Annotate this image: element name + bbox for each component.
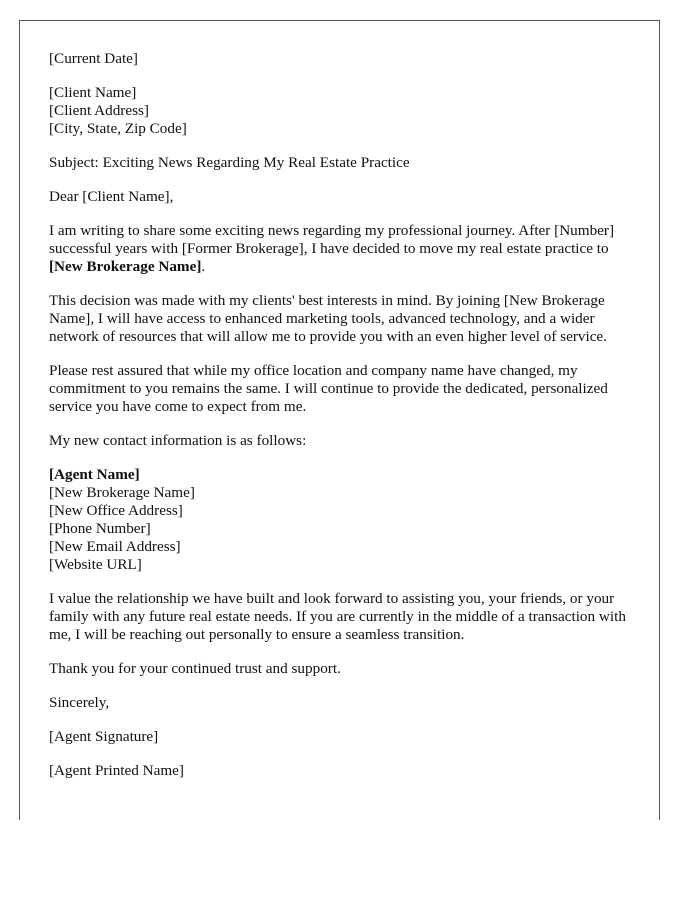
current-date: [Current Date] bbox=[49, 50, 138, 67]
client-address: [Client Address] bbox=[49, 102, 149, 119]
contact-brokerage: [New Brokerage Name] bbox=[49, 484, 195, 501]
contact-intro: My new contact information is as follows: bbox=[49, 432, 307, 449]
agent-name: [Agent Name] bbox=[49, 466, 140, 483]
paragraph-announcement-text: I am writing to share some exciting news regarding my professional journey. After [Number] successful years with [Former Brokerage], I have decided to move my real estate practice to bbox=[49, 222, 615, 257]
paragraph-announcement bbox=[49, 222, 639, 276]
contact-office-address: [New Office Address] bbox=[49, 502, 183, 519]
contact-phone: [Phone Number] bbox=[49, 520, 151, 537]
paragraph-relationship: I value the relationship we have built and look forward to assisting you, your friends, or your family with any future real estate needs. If you are currently in the middle of a transaction with me, I will be reaching out personally to ensure a seamless transition. bbox=[49, 590, 626, 643]
agent-signature: [Agent Signature] bbox=[49, 728, 159, 745]
thanks-line: Thank you for your continued trust and support. bbox=[49, 660, 341, 677]
paragraph-assurance: Please rest assured that while my office location and company name have changed, my commitment to you remains the same. I will continue to provide the dedicated, personalized service you have come to expect from me. bbox=[49, 362, 608, 415]
contact-website: [Website URL] bbox=[49, 556, 142, 573]
contact-block bbox=[49, 466, 639, 574]
client-name: [Client Name] bbox=[49, 84, 137, 101]
salutation: Dear [Client Name], bbox=[49, 188, 174, 205]
letter-page bbox=[19, 20, 660, 820]
letter-body bbox=[49, 50, 639, 796]
contact-email: [New Email Address] bbox=[49, 538, 181, 555]
date-block bbox=[49, 50, 639, 68]
client-city-state-zip: [City, State, Zip Code] bbox=[49, 120, 187, 137]
closing: Sincerely, bbox=[49, 694, 110, 711]
agent-printed-name: [Agent Printed Name] bbox=[49, 762, 184, 779]
paragraph-reason: This decision was made with my clients' best interests in mind. By joining [New Brokerage Name], I will have access to enhanced marketing tools, advanced technology, and a wider network of resources that will allow me to provide you with an even higher level of service. bbox=[49, 292, 607, 345]
new-brokerage-name-bold: [New Brokerage Name] bbox=[49, 258, 202, 275]
paragraph-announcement-end: . bbox=[201, 258, 206, 275]
recipient-block bbox=[49, 84, 639, 138]
subject-line: Subject: Exciting News Regarding My Real Estate Practice bbox=[49, 154, 410, 171]
